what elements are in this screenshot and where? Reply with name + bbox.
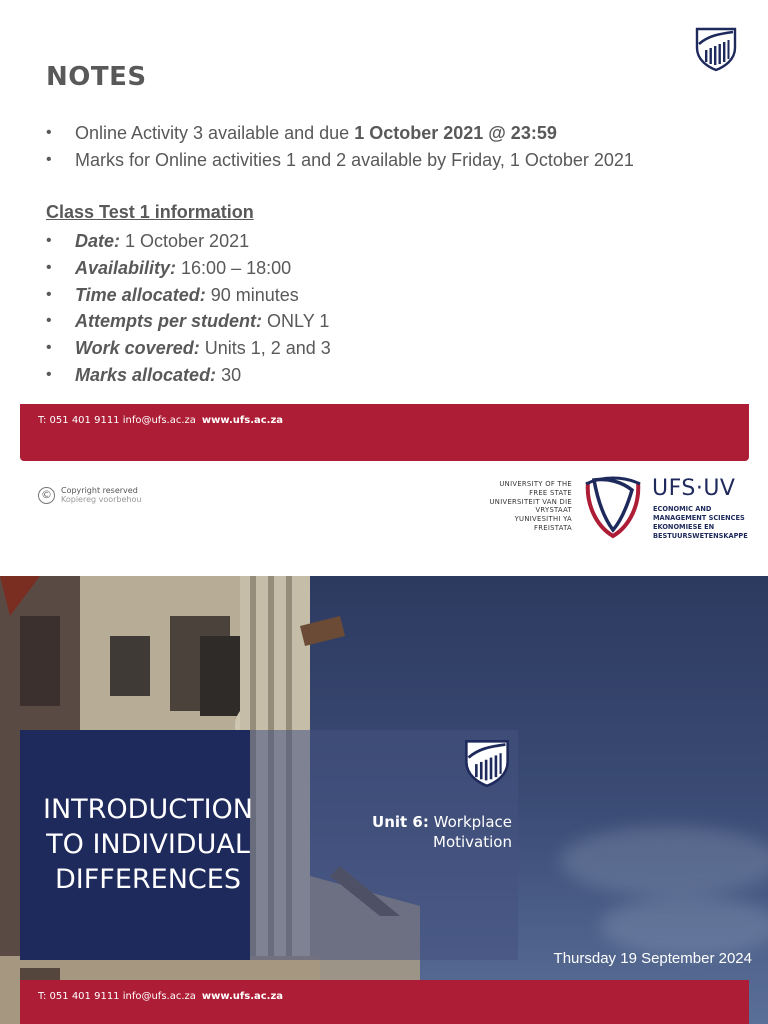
ufs-shield-icon: [463, 738, 511, 788]
ufs-wordmark: UFS·UV: [652, 476, 736, 501]
contact-text: T: 051 401 9111 info@ufs.ac.za: [38, 991, 196, 1002]
university-name-line: FREISTATA: [534, 523, 572, 532]
item-label: Time allocated:: [75, 284, 206, 305]
university-name-line: YUNIVESITHI YA: [514, 515, 572, 524]
item-value: 30: [216, 364, 242, 385]
item-value: 16:00 – 18:00: [176, 257, 292, 278]
copyright-notice: [38, 486, 141, 504]
university-name-line: UNIVERSITEIT VAN DIE: [489, 497, 572, 506]
course-title-line: INTRODUCTION: [43, 794, 253, 825]
footer-contact: [38, 991, 283, 1002]
footer-contact: [38, 415, 283, 426]
class-test-heading: Class Test 1 information: [46, 202, 254, 222]
contact-text: T: 051 401 9111 info@ufs.ac.za: [38, 415, 196, 426]
item-label: Work covered:: [75, 338, 200, 359]
page-title: NOTES: [46, 62, 147, 92]
faculty-line: EKONOMIESE EN: [653, 523, 715, 531]
sky-cloud: [600, 896, 768, 956]
university-name-line: VRYSTAAT: [535, 506, 572, 515]
faculty-line: ECONOMIC AND: [653, 505, 712, 513]
list-item: [46, 282, 331, 309]
item-label: Date:: [75, 231, 121, 251]
note-text: Marks for Online activities 1 and 2 available by Friday, 1 October 2021: [75, 149, 634, 170]
list-item: [46, 147, 634, 174]
footer-bar: [20, 980, 749, 1024]
copyright-line: Copyright reserved: [61, 486, 138, 495]
unit-heading: [330, 812, 512, 852]
bullet-icon: •: [46, 258, 52, 276]
bullet-icon: •: [46, 232, 52, 249]
bullet-icon: •: [46, 124, 52, 141]
class-test-list: [46, 228, 331, 389]
unit-label: Unit 6:: [372, 813, 429, 831]
item-value: Units 1, 2 and 3: [199, 338, 331, 359]
note-due-date: 1 October 2021 @ 23:59: [354, 123, 557, 143]
ufs-emblem-icon: [582, 474, 644, 545]
bullet-icon: •: [46, 339, 52, 357]
university-name-line: UNIVERSITY OF THE: [499, 480, 572, 488]
slide-title: [0, 576, 768, 1024]
item-value: ONLY 1: [262, 311, 330, 332]
website-link[interactable]: www.ufs.ac.za: [201, 991, 284, 1002]
unit-name: Workplace: [433, 813, 512, 831]
list-item: [46, 362, 331, 389]
course-title-line: TO INDIVIDUAL: [46, 829, 250, 860]
course-title: [20, 792, 276, 897]
ufs-shield-icon: [694, 26, 738, 72]
university-names: [470, 480, 572, 533]
list-item: [46, 308, 331, 335]
faculty-name: [653, 505, 748, 541]
notes-list: [46, 120, 634, 174]
presentation-date: Thursday 19 September 2024: [553, 950, 752, 967]
item-label: Marks allocated:: [75, 364, 217, 385]
bullet-icon: •: [46, 312, 52, 330]
faculty-line: BESTUURSWETENSKAPPE: [653, 532, 748, 540]
copyright-icon: ©: [38, 487, 55, 504]
item-value: 1 October 2021: [120, 231, 250, 251]
item-label: Availability:: [75, 257, 177, 278]
list-item: [46, 335, 331, 362]
university-name-line: FREE STATE: [529, 488, 572, 497]
item-label: Attempts per student:: [75, 311, 263, 332]
copyright-line-afrikaans: Kopiereg voorbehou: [61, 495, 142, 504]
list-item: [46, 120, 634, 147]
faculty-line: MANAGEMENT SCIENCES: [653, 514, 745, 522]
list-item: [46, 255, 331, 282]
item-value: 90 minutes: [205, 284, 299, 305]
bullet-icon: •: [46, 365, 52, 383]
sky-cloud: [560, 826, 768, 896]
note-text: Online Activity 3 available and due: [75, 123, 355, 143]
footer-bar: [20, 404, 749, 461]
unit-name-cont: Motivation: [433, 833, 512, 851]
course-title-line: DIFFERENCES: [55, 864, 241, 895]
bullet-icon: •: [46, 150, 52, 168]
bullet-icon: •: [46, 285, 52, 303]
list-item: [46, 228, 331, 255]
website-link[interactable]: www.ufs.ac.za: [201, 415, 284, 426]
